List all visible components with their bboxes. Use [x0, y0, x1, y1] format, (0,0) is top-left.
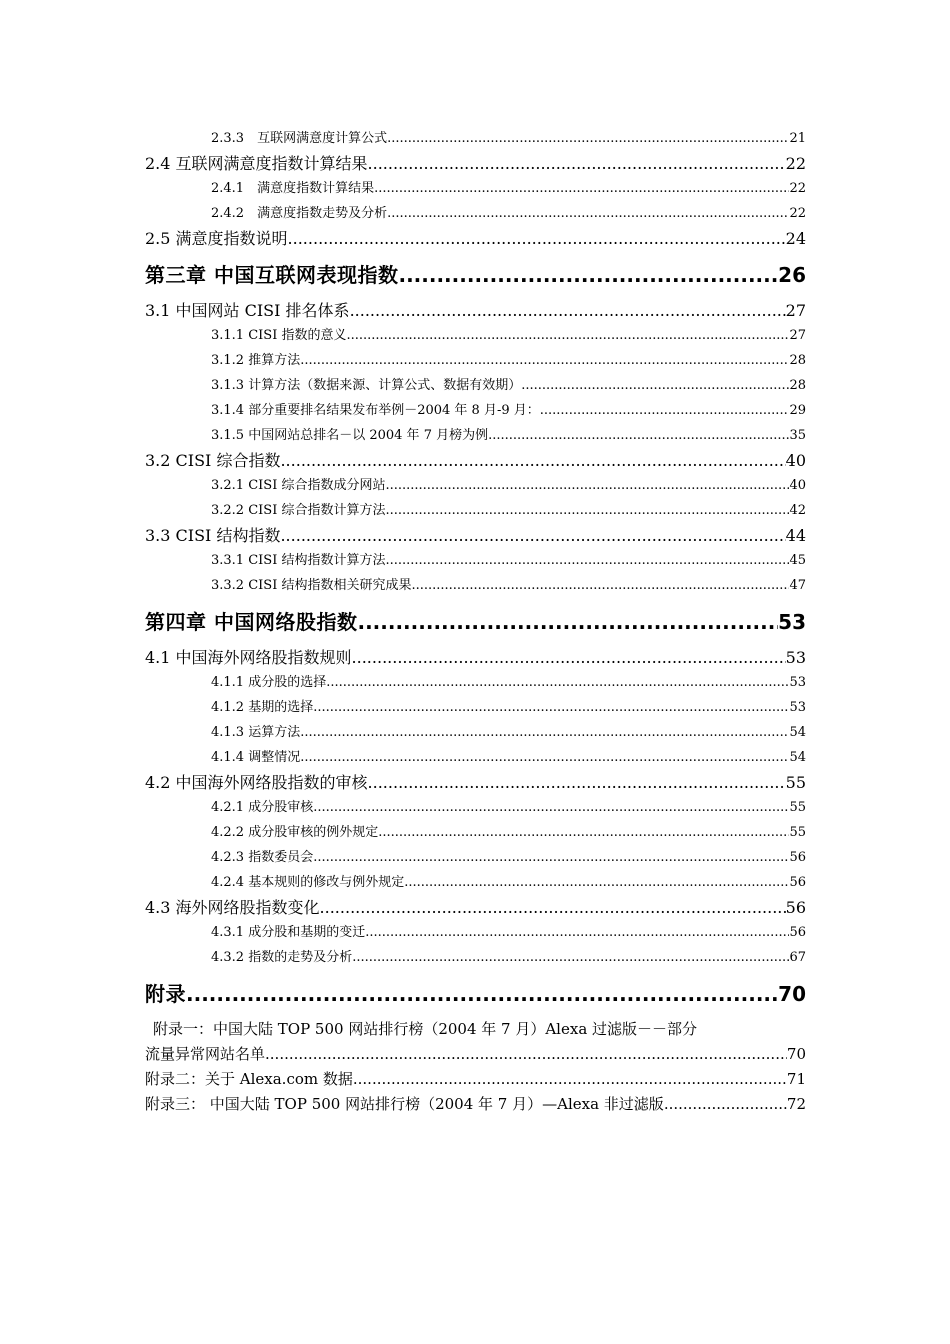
toc-page-number: 47 [789, 578, 806, 593]
toc-page-number: 21 [789, 131, 806, 146]
toc-entry-4-2-2[interactable] [145, 820, 806, 845]
toc-entry-3-1-5[interactable] [145, 423, 806, 448]
toc-page-number: 55 [789, 825, 806, 840]
toc-entry-label: 附录三： 中国大陆 TOP 500 网站排行榜（2004 年 7 月）—Alexa 非过滤版 [145, 1095, 664, 1113]
dot-leader [352, 645, 786, 670]
toc-entry-4-2-3[interactable] [145, 845, 806, 870]
toc-entry-4-3-2[interactable] [145, 945, 806, 970]
toc-entry-3-1-4[interactable] [145, 398, 806, 423]
toc-chapter-label: 第四章 中国网络股指数 [145, 610, 358, 634]
dot-leader [385, 548, 789, 573]
toc-entry-label: 3.1.1 CISI 指数的意义 [211, 328, 347, 343]
toc-page-number: 35 [789, 428, 806, 443]
dot-leader [540, 398, 790, 423]
toc-page-number: 27 [789, 328, 806, 343]
toc-entry-label: 2.4.2 满意度指数走势及分析 [211, 206, 388, 221]
toc-page-number: 71 [786, 1070, 806, 1088]
toc-page-number: 26 [778, 263, 806, 287]
toc-page-number: 56 [785, 898, 806, 917]
dot-leader [385, 498, 789, 523]
toc-page-number: 54 [789, 725, 806, 740]
dot-leader [280, 523, 785, 548]
toc-appendix[interactable] [145, 978, 806, 1011]
toc-entry-4-1-3[interactable] [145, 720, 806, 745]
dot-leader [398, 259, 778, 292]
dot-leader [353, 1067, 787, 1092]
toc-entry-label: 4.2.2 成分股审核的例外规定 [211, 825, 379, 840]
dot-leader [326, 670, 789, 695]
toc-entry-4-1-2[interactable] [145, 695, 806, 720]
toc-chapter-4[interactable] [145, 606, 806, 639]
toc-entry-3-2-2[interactable] [145, 498, 806, 523]
toc-entry-4-1-4[interactable] [145, 745, 806, 770]
toc-appendix-2[interactable] [145, 1067, 806, 1092]
toc-entry-4-2-1[interactable] [145, 795, 806, 820]
toc-page-number: 22 [785, 154, 806, 173]
toc-page-number: 53 [789, 675, 806, 690]
toc-entry-4-1-1[interactable] [145, 670, 806, 695]
toc-entry-label: 3.1.2 推算方法 [211, 353, 301, 368]
toc-page-number: 56 [789, 875, 806, 890]
dot-leader [664, 1092, 787, 1117]
toc-entry-label: 4.2.4 基本规则的修改与例外规定 [211, 875, 405, 890]
toc-entry-label: 4.3.2 指数的走势及分析 [211, 950, 353, 965]
toc-entry-4-2[interactable] [145, 770, 806, 795]
toc-entry-3-1-2[interactable] [145, 348, 806, 373]
toc-page-number: 70 [786, 1045, 806, 1063]
toc-entry-3-1-1[interactable] [145, 323, 806, 348]
toc-entry-label: 4.1.3 运算方法 [211, 725, 301, 740]
toc-page-number: 24 [785, 229, 806, 248]
toc-page-number: 22 [789, 206, 806, 221]
toc-entry-4-2-4[interactable] [145, 870, 806, 895]
dot-leader [385, 473, 789, 498]
dot-leader [265, 1042, 787, 1067]
toc-appendix-1-line-1[interactable]: 附录一：中国大陆 TOP 500 网站排行榜（2004 年 7 月）Alexa 过滤版－－部分 [153, 1020, 698, 1038]
toc-entry-label: 4.2.3 指数委员会 [211, 850, 314, 865]
toc-entry-3-3-2[interactable] [145, 573, 806, 598]
toc-entry-label: 3.3 CISI 结构指数 [145, 526, 281, 545]
toc-page-number: 22 [789, 181, 806, 196]
dot-leader [387, 126, 789, 151]
toc-entry-2-4[interactable] [145, 151, 806, 176]
toc-entry-label: 4.1.2 基期的选择 [211, 700, 314, 715]
dot-leader [488, 423, 789, 448]
toc-entry-label: 3.3.1 CISI 结构指数计算方法 [211, 553, 386, 568]
dot-leader [313, 845, 789, 870]
toc-entry-label: 附录二：关于 Alexa.com 数据 [145, 1070, 353, 1088]
dot-leader [280, 448, 785, 473]
dot-leader [365, 920, 789, 945]
toc-entry-4-3-1[interactable] [145, 920, 806, 945]
toc-entry-3-2[interactable] [145, 448, 806, 473]
dot-leader [313, 695, 789, 720]
toc-entry-label: 4.2 中国海外网络股指数的审核 [145, 773, 368, 792]
dot-leader [352, 945, 789, 970]
dot-leader [346, 323, 789, 348]
dot-leader [368, 151, 786, 176]
toc-entry-2-4-1[interactable] [145, 176, 806, 201]
dot-leader [288, 226, 786, 251]
toc-page-number: 44 [785, 526, 806, 545]
toc-entry-label: 4.1.4 调整情况 [211, 750, 301, 765]
toc-entry-3-1[interactable] [145, 298, 806, 323]
toc-entry-label: 3.1.5 中国网站总排名－以 2004 年 7 月榜为例 [211, 428, 489, 443]
toc-entry-4-3[interactable] [145, 895, 806, 920]
toc-entry-label: 3.2.2 CISI 综合指数计算方法 [211, 503, 386, 518]
toc-page-number: 56 [789, 850, 806, 865]
toc-page-number: 40 [785, 451, 806, 470]
dot-leader [350, 298, 786, 323]
toc-page-number: 53 [789, 700, 806, 715]
toc-page-number: 72 [786, 1095, 806, 1113]
toc-chapter-label: 附录 [145, 982, 186, 1006]
toc-entry-label: 4.1 中国海外网络股指数规则 [145, 648, 352, 667]
toc-page-number: 28 [789, 353, 806, 368]
dot-leader [300, 348, 789, 373]
dot-leader [186, 978, 778, 1011]
toc-page-number: 55 [789, 800, 806, 815]
toc-chapter-3[interactable] [145, 259, 806, 292]
dot-leader [300, 720, 789, 745]
toc-page-number: 28 [789, 378, 806, 393]
toc-page-number: 54 [789, 750, 806, 765]
dot-leader [300, 745, 789, 770]
toc-entry-2-4-2[interactable] [145, 201, 806, 226]
toc-entry-2-5[interactable] [145, 226, 806, 251]
toc-entry-label: 3.2.1 CISI 综合指数成分网站 [211, 478, 386, 493]
toc-page-number: 70 [778, 982, 806, 1006]
toc-chapter-label: 第三章 中国互联网表现指数 [145, 263, 399, 287]
toc-entry-2-3-3[interactable] [145, 126, 806, 151]
dot-leader [313, 795, 789, 820]
toc-page-number: 42 [789, 503, 806, 518]
toc-entry-label: 流量异常网站名单 [145, 1045, 266, 1063]
toc-entry-label: 4.2.1 成分股审核 [211, 800, 314, 815]
toc-entry-label: 2.4.1 满意度指数计算结果 [211, 181, 375, 196]
toc-entry-3-3[interactable] [145, 523, 806, 548]
dot-leader [368, 770, 786, 795]
table-of-contents [145, 126, 806, 1117]
toc-page-number: 53 [785, 648, 806, 667]
toc-entry-4-1[interactable] [145, 645, 806, 670]
dot-leader [387, 201, 789, 226]
toc-entry-label: 3.1 中国网站 CISI 排名体系 [145, 301, 350, 320]
toc-entry-label: 4.3.1 成分股和基期的变迁 [211, 925, 366, 940]
toc-page-number: 29 [789, 403, 806, 418]
dot-leader [404, 870, 789, 895]
toc-entry-label: 4.1.1 成分股的选择 [211, 675, 327, 690]
toc-page-number: 27 [785, 301, 806, 320]
toc-page-number: 53 [778, 610, 806, 634]
toc-appendix-3[interactable] [145, 1092, 806, 1117]
toc-entry-3-3-1[interactable] [145, 548, 806, 573]
dot-leader [378, 820, 789, 845]
toc-appendix-1-line-2[interactable] [145, 1042, 806, 1067]
toc-entry-label: 3.3.2 CISI 结构指数相关研究成果 [211, 578, 412, 593]
toc-entry-label: 3.1.4 部分重要排名结果发布举例－2004 年 8 月-9 月： [211, 403, 540, 418]
toc-entry-label: 3.2 CISI 综合指数 [145, 451, 281, 470]
dot-leader [357, 606, 778, 639]
toc-page-number: 40 [789, 478, 806, 493]
toc-entry-label: 3.1.3 计算方法（数据来源、计算公式、数据有效期） [211, 378, 522, 393]
toc-page-number: 55 [785, 773, 806, 792]
toc-page-number: 67 [789, 950, 806, 965]
toc-entry-label: 2.3.3 互联网满意度计算公式 [211, 131, 388, 146]
dot-leader [374, 176, 789, 201]
toc-entry-label: 2.5 满意度指数说明 [145, 229, 288, 248]
dot-leader [521, 373, 789, 398]
toc-page-number: 56 [789, 925, 806, 940]
toc-entry-3-1-3[interactable] [145, 373, 806, 398]
toc-entry-label: 2.4 互联网满意度指数计算结果 [145, 154, 368, 173]
toc-entry-label: 4.3 海外网络股指数变化 [145, 898, 320, 917]
dot-leader [411, 573, 789, 598]
dot-leader [320, 895, 786, 920]
toc-page-number: 45 [789, 553, 806, 568]
toc-entry-3-2-1[interactable] [145, 473, 806, 498]
